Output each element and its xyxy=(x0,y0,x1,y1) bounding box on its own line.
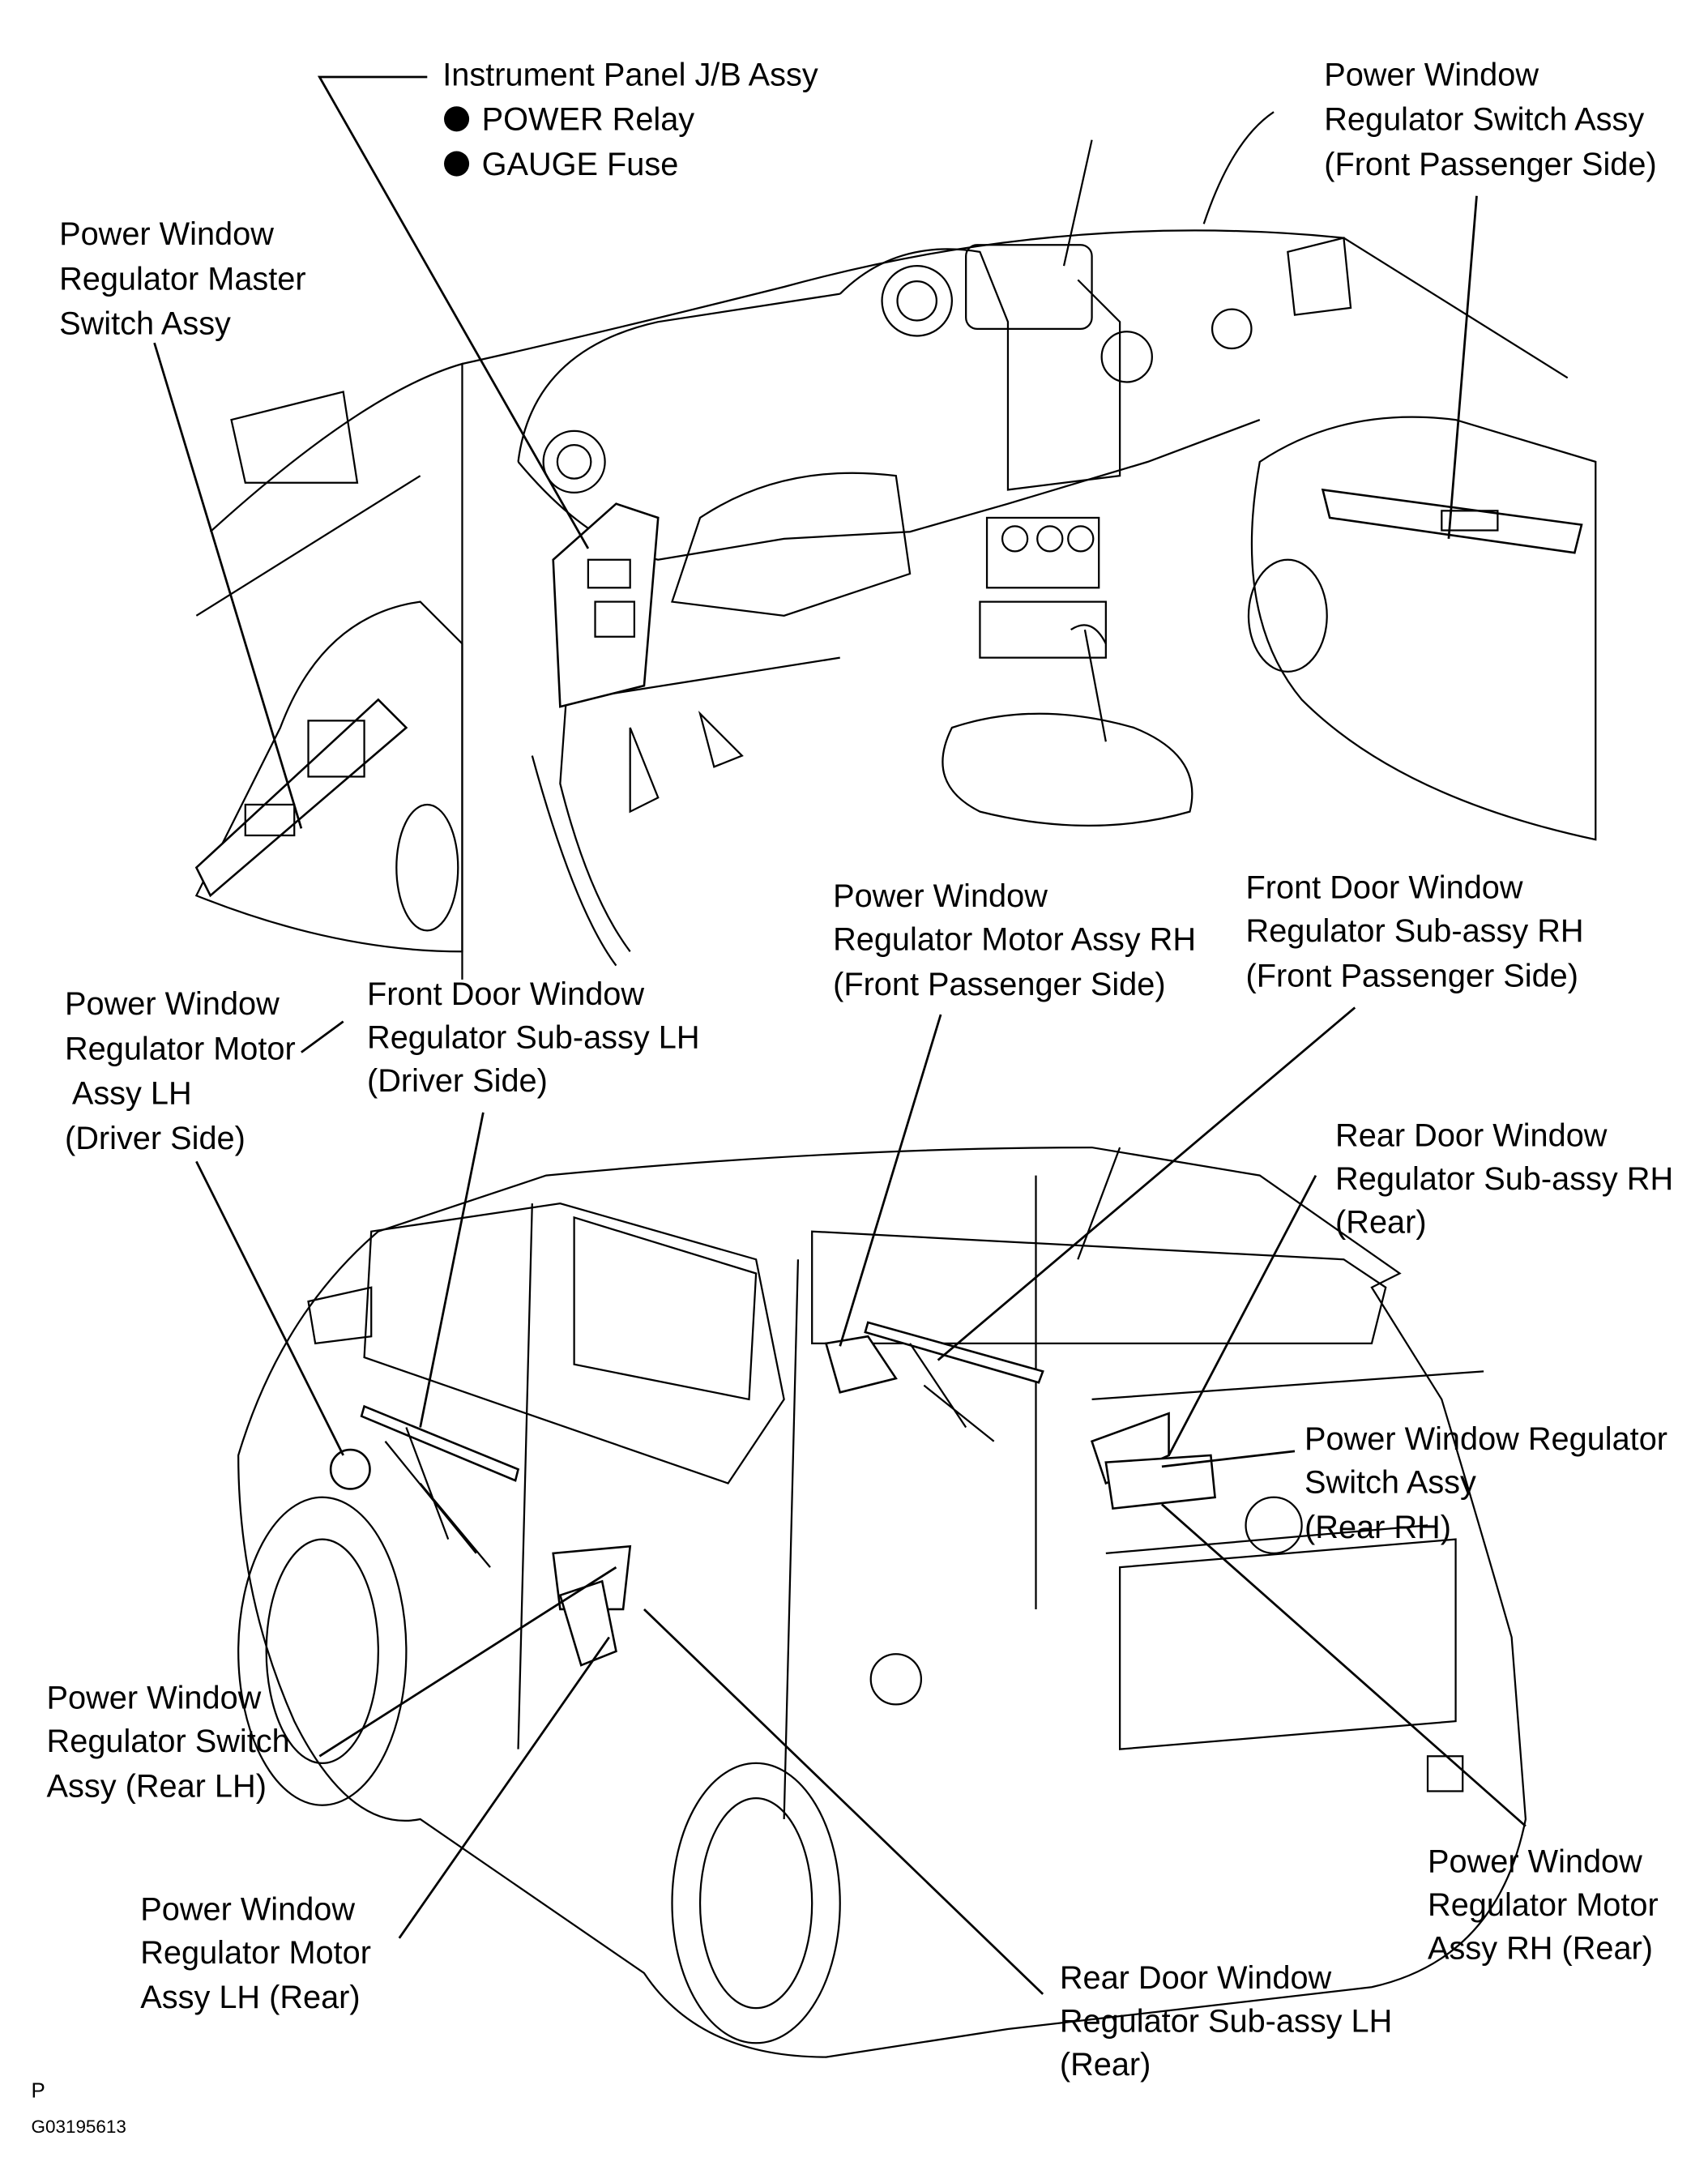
label-line: Switch Assy xyxy=(59,305,231,342)
figure-id: G03195613 xyxy=(31,2116,126,2137)
label-line: (Rear RH) xyxy=(1304,1509,1451,1545)
leader-rear-door-regulator-rh xyxy=(1169,1176,1316,1455)
label-line: Regulator Sub-assy LH xyxy=(1059,2003,1393,2040)
vehicle-illustration xyxy=(238,1147,1526,2057)
label-line: Assy LH xyxy=(65,1075,192,1112)
leader-motor-lh-driver xyxy=(196,1022,343,1455)
label-line: Regulator Sub-assy RH xyxy=(1335,1160,1674,1197)
label-line: (Driver Side) xyxy=(65,1120,246,1156)
label-line: Power Window xyxy=(59,216,274,253)
leader-rear-door-regulator-lh xyxy=(644,1609,1043,1994)
bullet-icon xyxy=(444,152,469,177)
label-switch-front-passenger xyxy=(1324,57,1656,182)
label-line: Power Window xyxy=(1324,57,1539,93)
label-line: Regulator Motor Assy RH xyxy=(833,921,1197,958)
label-line: (Rear) xyxy=(1059,2047,1151,2083)
label-line: (Driver Side) xyxy=(367,1062,548,1099)
label-instrument-panel-jb xyxy=(442,57,818,182)
label-line: Regulator Switch xyxy=(46,1724,290,1760)
bullet-icon xyxy=(444,106,469,131)
label-line: Front Door Window xyxy=(1245,869,1523,906)
label-master-switch xyxy=(59,216,306,342)
label-line: (Front Passenger Side) xyxy=(833,966,1166,1002)
leader-motor-rh-rear xyxy=(1162,1504,1526,1826)
label-line: Rear Door Window xyxy=(1059,1959,1332,1996)
label-switch-rear-lh xyxy=(47,1681,290,1805)
leader-switch-rear-lh xyxy=(319,1567,616,1756)
label-front-door-regulator-lh xyxy=(367,976,699,1099)
leader-front-door-regulator-rh xyxy=(938,1007,1356,1360)
label-rear-door-regulator-lh xyxy=(1060,1960,1392,2083)
label-line: (Front Passenger Side) xyxy=(1245,958,1578,994)
label-line: Regulator Switch Assy xyxy=(1324,101,1645,138)
interior-illustration xyxy=(196,112,1595,980)
label-line: Assy (Rear LH) xyxy=(46,1768,267,1805)
leader-motor-rh-front-passenger xyxy=(840,1015,941,1346)
label-front-door-regulator-rh xyxy=(1246,870,1584,994)
label-line: Power Window Regulator xyxy=(1304,1421,1668,1458)
label-line: Power Window xyxy=(833,878,1048,915)
label-line: GAUGE Fuse xyxy=(481,146,679,182)
label-line: Rear Door Window xyxy=(1335,1117,1608,1154)
view-code: P xyxy=(31,2079,45,2103)
label-motor-lh-rear xyxy=(140,1891,371,2015)
label-line: Instrument Panel J/B Assy xyxy=(442,57,818,93)
label-line: Regulator Master xyxy=(59,261,306,297)
label-line: Assy LH (Rear) xyxy=(140,1980,361,2016)
label-motor-lh-driver xyxy=(65,986,296,1156)
leader-lines xyxy=(155,77,1526,1994)
label-line: Front Door Window xyxy=(367,976,645,1012)
label-line: Regulator Motor xyxy=(65,1031,296,1067)
label-line: (Rear) xyxy=(1335,1204,1427,1241)
leader-front-door-regulator-lh xyxy=(421,1113,484,1428)
label-line: Regulator Sub-assy RH xyxy=(1245,913,1584,950)
label-line: Regulator Motor xyxy=(140,1934,371,1971)
leader-motor-lh-rear xyxy=(399,1638,609,1938)
label-line: Assy RH (Rear) xyxy=(1428,1930,1653,1967)
leader-master-switch xyxy=(155,343,301,828)
label-line: Regulator Sub-assy LH xyxy=(367,1019,700,1056)
label-line: Power Window xyxy=(140,1891,356,1928)
label-line: POWER Relay xyxy=(481,101,695,138)
label-switch-rear-rh xyxy=(1304,1421,1667,1545)
label-line: Power Window xyxy=(65,986,280,1023)
label-line: (Front Passenger Side) xyxy=(1324,146,1657,182)
label-line: Power Window xyxy=(1428,1843,1642,1880)
label-line: Switch Assy xyxy=(1304,1464,1476,1501)
label-motor-rh-rear xyxy=(1428,1844,1659,1967)
label-line: Regulator Motor xyxy=(1428,1887,1659,1924)
label-line: Power Window xyxy=(46,1680,262,1716)
label-rear-door-regulator-rh xyxy=(1335,1117,1673,1240)
leader-switch-front-passenger xyxy=(1449,196,1477,539)
label-motor-rh-front-passenger xyxy=(833,878,1196,1002)
